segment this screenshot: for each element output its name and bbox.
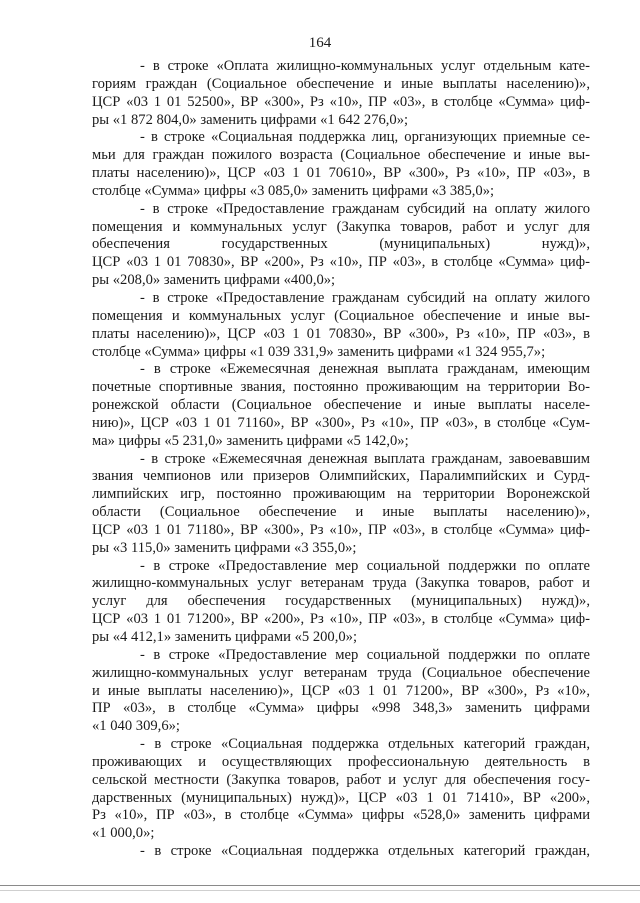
text-line: ры «208,0» заменить цифрами «400,0»; <box>92 272 336 289</box>
text-line: дарственных (муниципальных) нужд)», ЦСР «03 1 01 71410», ВР «200», <box>92 789 590 806</box>
text-line: платы населению)», ЦСР «03 1 01 70830», ВР «300», Рз «10», ПР «03», в <box>92 325 590 342</box>
body-text <box>92 58 590 861</box>
page-number: 164 <box>308 35 332 51</box>
text-line: обеспечения государственных (муниципальных) нужд)», <box>92 236 590 253</box>
text-line: ры «3 115,0» заменить цифрами «3 355,0»; <box>92 539 357 556</box>
text-line: ЦСР «03 1 01 71200», ВР «200», Рз «10», ПР «03», в столбце «Сумма» циф- <box>92 611 590 628</box>
text-line: гориям граждан (Социальное обеспечение и иные выплаты населению)», <box>92 75 590 92</box>
text-line: - в строке «Оплата жилищно-коммунальных услуг отдельным кате- <box>140 58 590 74</box>
text-line: - в строке «Ежемесячная денежная выплата гражданам, имеющим <box>140 361 590 378</box>
text-line: платы населению)», ЦСР «03 1 01 70610», ВР «300», Рз «10», ПР «03», в <box>92 165 590 182</box>
text-line: - в строке «Ежемесячная денежная выплата гражданам, завоевавшим <box>140 450 590 467</box>
text-line: почетные спортивные звания, постоянно проживающим на территории Во- <box>92 379 590 396</box>
text-line: лимпийских игр, постоянно проживающим на территории Воронежской <box>92 486 590 503</box>
text-line: ЦСР «03 1 01 70830», ВР «200», Рз «10», ПР «03», в столбце «Сумма» циф- <box>92 254 590 271</box>
text-line: области (Социальное обеспечение и иные выплаты населению)», <box>92 504 590 521</box>
text-line: мьи для граждан пожилого возраста (Социальное обеспечение и иные вы- <box>92 147 590 164</box>
page-bottom-edge-shadow <box>0 890 640 891</box>
text-line: - в строке «Социальная поддержка отдельных категорий граждан, <box>140 843 590 860</box>
text-line: жилищно-коммунальных услуг ветеранам труда (Закупка товаров, работ и <box>92 575 590 592</box>
text-line: ЦСР «03 1 01 71180», ВР «300», Рз «10», ПР «03», в столбце «Сумма» циф- <box>92 521 590 538</box>
text-line: и иные выплаты населению)», ЦСР «03 1 01 71200», ВР «300», Рз «10», <box>92 682 590 699</box>
text-line: помещения и коммунальных услуг (Социальное обеспечение и иные вы- <box>92 307 590 324</box>
text-line: столбце «Сумма» цифры «3 085,0» заменить цифрами «3 385,0»; <box>92 182 495 199</box>
text-line: - в строке «Предоставление мер социальной поддержки по оплате <box>140 646 590 663</box>
text-line: ма» цифры «5 231,0» заменить цифрами «5 142,0»; <box>92 432 409 449</box>
text-line: Рз «10», ПР «03», в столбце «Сумма» цифры «528,0» заменить цифрами <box>92 807 590 824</box>
text-line: «1 000,0»; <box>92 825 155 842</box>
text-line: ры «4 412,1» заменить цифрами «5 200,0»; <box>92 629 358 645</box>
text-line: жилищно-коммунальных услуг ветеранам труда (Социальное обеспечение <box>92 664 590 681</box>
text-line: сельской местности (Закупка товаров, работ и услуг для обеспечения госу- <box>92 771 590 788</box>
text-line: проживающих и осуществляющих профессиональную деятельность в <box>92 753 590 770</box>
text-line: - в строке «Предоставление гражданам субсидий на оплату жилого <box>140 289 590 306</box>
text-line: - в строке «Предоставление гражданам субсидий на оплату жилого <box>140 200 590 217</box>
text-line: звания чемпионов или призеров Олимпийских, Паралимпийских и Сурд- <box>92 468 590 485</box>
text-line: ронежской области (Социальное обеспечение и иные выплаты населе- <box>92 397 590 414</box>
text-line: услуг для обеспечения государственных (муниципальных) нужд)», <box>92 593 590 610</box>
page-bottom-edge <box>0 885 640 886</box>
text-line: ры «1 872 804,0» заменить цифрами «1 642 276,0»; <box>92 111 409 128</box>
text-line: помещения и коммунальных услуг (Закупка товаров, работ и услуг для <box>92 218 590 235</box>
text-line: «1 040 309,6»; <box>92 718 180 735</box>
text-line: - в строке «Социальная поддержка лиц, организующих приемные се- <box>140 129 590 146</box>
text-line: - в строке «Предоставление мер социальной поддержки по оплате <box>140 557 590 574</box>
text-line: столбце «Сумма» цифры «1 039 331,9» заменить цифрами «1 324 955,7»; <box>92 343 546 360</box>
text-line: нию)», ЦСР «03 1 01 71160», ВР «300», Рз «10», ПР «03», в столбце «Сум- <box>92 414 590 431</box>
text-line: - в строке «Социальная поддержка отдельных категорий граждан, <box>140 736 590 753</box>
text-line: ПР «03», в столбце «Сумма» цифры «998 348,3» заменить цифрами <box>92 700 590 717</box>
text-line: ЦСР «03 1 01 52500», ВР «300», Рз «10», ПР «03», в столбце «Сумма» циф- <box>92 93 590 110</box>
